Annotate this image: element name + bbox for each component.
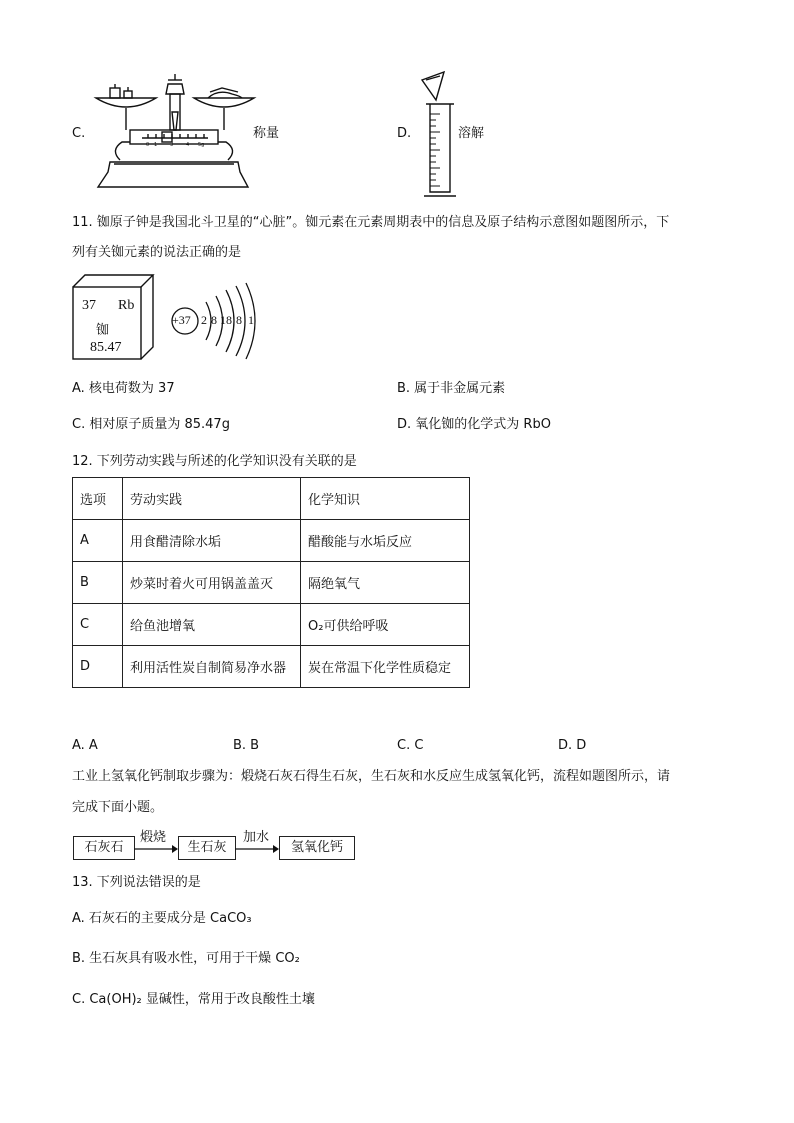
element-tile	[72, 274, 154, 360]
q12-table	[72, 477, 470, 688]
flow-box-calcium-hydroxide: 氢氧化钙	[279, 836, 355, 860]
table-cell-option: D	[73, 646, 123, 688]
q11-option-b[interactable]: B. 属于非金属元素	[397, 381, 506, 396]
table-cell-knowledge: 炭在常温下化学性质稳定	[301, 646, 470, 688]
intro-line1: 工业上氢氧化钙制取步骤为：煅烧石灰石得生石灰，生石灰和水反应生成氢氧化钙，流程如题图所示，请	[72, 769, 671, 784]
shell-4-electrons: 8	[236, 313, 242, 327]
graduated-cylinder-illustration	[414, 70, 462, 198]
q11-option-c[interactable]: C. 相对原子质量为 85.47g	[72, 417, 230, 432]
q11-stem-line2: 列有关铷元素的说法正确的是	[72, 245, 242, 260]
table-cell-practice: 用食醋清除水垢	[123, 520, 301, 562]
balance-scale-illustration	[90, 72, 260, 192]
table-cell-practice: 炒菜时着火可用锅盖盖灭	[123, 562, 301, 604]
flow-arrow2-label: 加水	[243, 830, 270, 845]
q13-option-a[interactable]: A. 石灰石的主要成分是 CaCO₃	[72, 911, 252, 926]
svg-text:3: 3	[170, 142, 174, 148]
shell-2-electrons: 8	[211, 313, 217, 327]
flow-arrow-1	[134, 844, 178, 854]
table-row	[73, 520, 470, 562]
table-row	[73, 604, 470, 646]
shell-3-electrons: 18	[220, 313, 232, 327]
table-cell-knowledge: 隔绝氧气	[301, 562, 470, 604]
svg-text:0: 0	[146, 142, 150, 148]
q11-option-a[interactable]: A. 核电荷数为 37	[72, 381, 175, 396]
element-symbol: Rb	[118, 298, 135, 313]
table-cell-knowledge: O₂可供给呼吸	[301, 604, 470, 646]
svg-text:4: 4	[186, 142, 190, 148]
svg-text:5g: 5g	[198, 142, 205, 148]
q10-option-d-letter: D.	[397, 126, 412, 141]
q13-option-b[interactable]: B. 生石灰具有吸水性，可用于干燥 CO₂	[72, 951, 300, 966]
table-row	[73, 562, 470, 604]
table-cell-option: B	[73, 562, 123, 604]
element-atomic-mass: 85.47	[90, 340, 122, 355]
nucleus-charge: +37	[172, 313, 191, 327]
element-name: 铷	[96, 323, 110, 338]
table-header-knowledge: 化学知识	[301, 478, 470, 520]
table-cell-practice: 利用活性炭自制简易净水器	[123, 646, 301, 688]
flow-arrow-2	[235, 844, 279, 854]
table-cell-option: A	[73, 520, 123, 562]
q13-option-c[interactable]: C. Ca(OH)₂ 显碱性，常用于改良酸性土壤	[72, 992, 315, 1007]
svg-text:1: 1	[154, 142, 158, 148]
flow-box-quicklime: 生石灰	[178, 836, 236, 860]
table-header-option: 选项	[73, 478, 123, 520]
table-cell-practice: 给鱼池增氧	[123, 604, 301, 646]
q12-answer-c[interactable]: C. C	[397, 738, 424, 753]
q11-option-d[interactable]: D. 氧化铷的化学式为 RbO	[397, 417, 551, 432]
q12-answer-d[interactable]: D. D	[558, 738, 587, 753]
intro-line2: 完成下面小题。	[72, 800, 164, 815]
flow-box-limestone: 石灰石	[73, 836, 135, 860]
q12-answer-a[interactable]: A. A	[72, 738, 98, 753]
shell-5-electrons: 1	[248, 313, 254, 327]
q10-option-c-letter: C.	[72, 126, 86, 141]
atomic-structure-diagram	[168, 282, 264, 360]
q13-stem: 13. 下列说法错误的是	[72, 875, 201, 890]
shell-1-electrons: 2	[201, 313, 207, 327]
q12-answer-b[interactable]: B. B	[233, 738, 260, 753]
table-row	[73, 646, 470, 688]
q12-stem: 12. 下列劳动实践与所述的化学知识没有关联的是	[72, 454, 357, 469]
q10-option-d-label: 溶解	[458, 126, 485, 141]
table-header-row	[73, 478, 470, 520]
flow-arrow1-label: 煅烧	[140, 830, 167, 845]
element-atomic-number: 37	[82, 298, 96, 313]
table-header-practice: 劳动实践	[123, 478, 301, 520]
table-cell-knowledge: 醋酸能与水垢反应	[301, 520, 470, 562]
q11-stem-line1: 11. 铷原子钟是我国北斗卫星的“心脏”。铷元素在元素周期表中的信息及原子结构示意图如题图所示，下	[72, 215, 670, 230]
q10-option-c-label: 称量	[253, 126, 280, 141]
table-cell-option: C	[73, 604, 123, 646]
